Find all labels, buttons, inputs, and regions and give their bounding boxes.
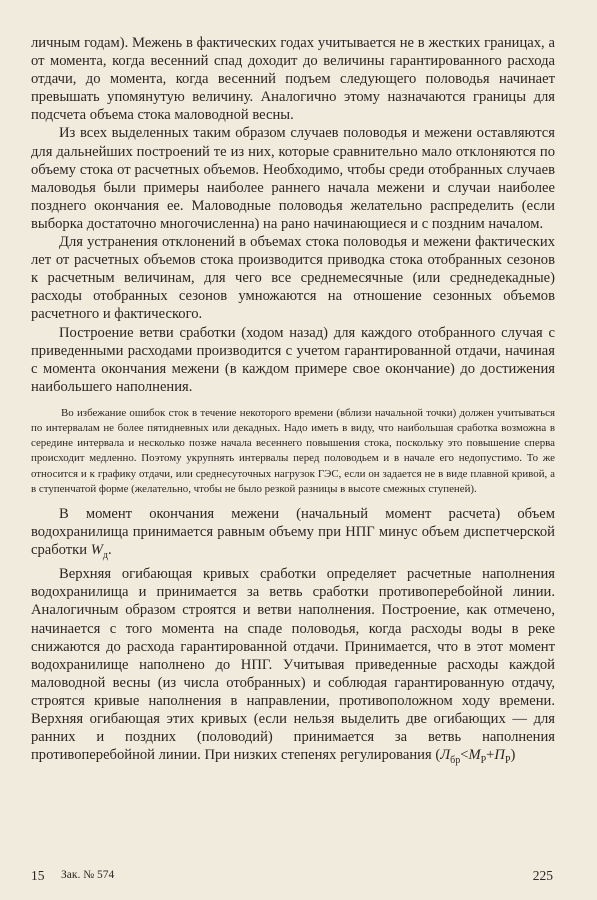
signature-number: 15 [31, 868, 45, 883]
paragraph-4: Построение ветви сработки (ходом назад) для каждого отобранного случая с приведенными расходами производится с учетом гарантированной отдачи, начиная с момента окончания межени (в каждом примере свое окончание) до достижения наибольшего наполнения. [31, 324, 555, 395]
wd-subscript: д [102, 550, 108, 562]
paragraph-2: Из всех выделенных таким образом случаев половодья и межени оставляются для дальнейших построений те из них, которые сравнительно мало отклоняются по объему стока от расчетных объемов. Необходимо, чтобы среди отобранных случаев маловодья были примеры наиболее раннего начала межени и случаи наиболее позднего окончания ее. Маловодные половодья желательно распределить (если выборка достаточно многочисленна) на рано начинающиеся и с поздним началом. [31, 125, 555, 232]
page-number: 225 [532, 868, 553, 883]
paragraph-6 [31, 565, 555, 770]
paragraph-5 [31, 505, 555, 565]
regulation-formula: $(Л_{бр}<М_Р+П_Р)$ [435, 747, 516, 767]
paragraph-6-text: Верхняя огибающая кривых сработки определяет расчетные наполнения водохранилища и принимается за ветвь сработки противоперебойной линии. Аналогичным образом строятся и ветви наполнения. Построение, как отмечено, начинается с того момента на спаде половодья, когда расходы воды в реке снижаются до расхода гарантированной отдачи. Принимается, что в этот момент водохранилище наполнено до НПГ. Учитывая приведенные расходы каждой маловодной весны (из числа отобранных) и соблюдая гарантированную отдачу, строятся кривые наполнения в направлении, противоположном ходу времени. Верхняя огибающая этих кривых (если нельзя выделить две огибающих — для ранних и поздних (половодий) принимается за ветвь наполнения противоперебойной линии. При низких степенях регулирования [31, 566, 555, 764]
paragraph-3: Для устранения отклонений в объемах стока половодья и межени фактических лет от расчетных объемов стока производится приводка стока отобранных сезонов к расчетным величинам, для чего все среднемесячные (или среднедекадные) расходы отобранных сезонов умножаются на отношение сезонных объемов расчетного и фактического. [31, 234, 555, 323]
page-footer [31, 868, 555, 888]
paragraph-5-end: . [107, 542, 112, 559]
paragraph-5-text: В момент окончания межени (начальный момент расчета) объем водохранилища принимается равным объему при НПГ минус объем диспетчерской сработки [31, 506, 555, 559]
wd-symbol: W [90, 542, 103, 559]
print-order: Зак. № 574 [61, 869, 115, 881]
page-body [31, 34, 555, 770]
footnote: Во избежание ошибок сток в течение некоторого времени (вблизи начальной точки) должен учитываться по интервалам не более пятидневных или декадных. Надо иметь в виду, что наибольшая сработка возможна в середине интервала и несколько позже начала весеннего повышения стока, поскольку это повышение сперва происходит медленно. Поэтому укрупнять интервалы перед половодьем и в начале его недопустимо. То же относится и к графику отдачи, или среднесуточных нагрузок ГЭС, если он задается не в виде плавной кривой, а в ступенчатой форме (желательно, чтобы не было резкой разницы в высоте смежных ступеней). [31, 406, 555, 495]
paragraph-1: личным годам). Межень в фактических годах учитывается не в жестких границах, а от момента, когда весенний спад доходит до величины гарантированного расхода отдачи, до момента, когда весенний подъем следующего половодья начинает превышать упомянутую величину. Аналогично этому назначаются границы для подсчета объема стока маловодной весны. [31, 35, 555, 124]
